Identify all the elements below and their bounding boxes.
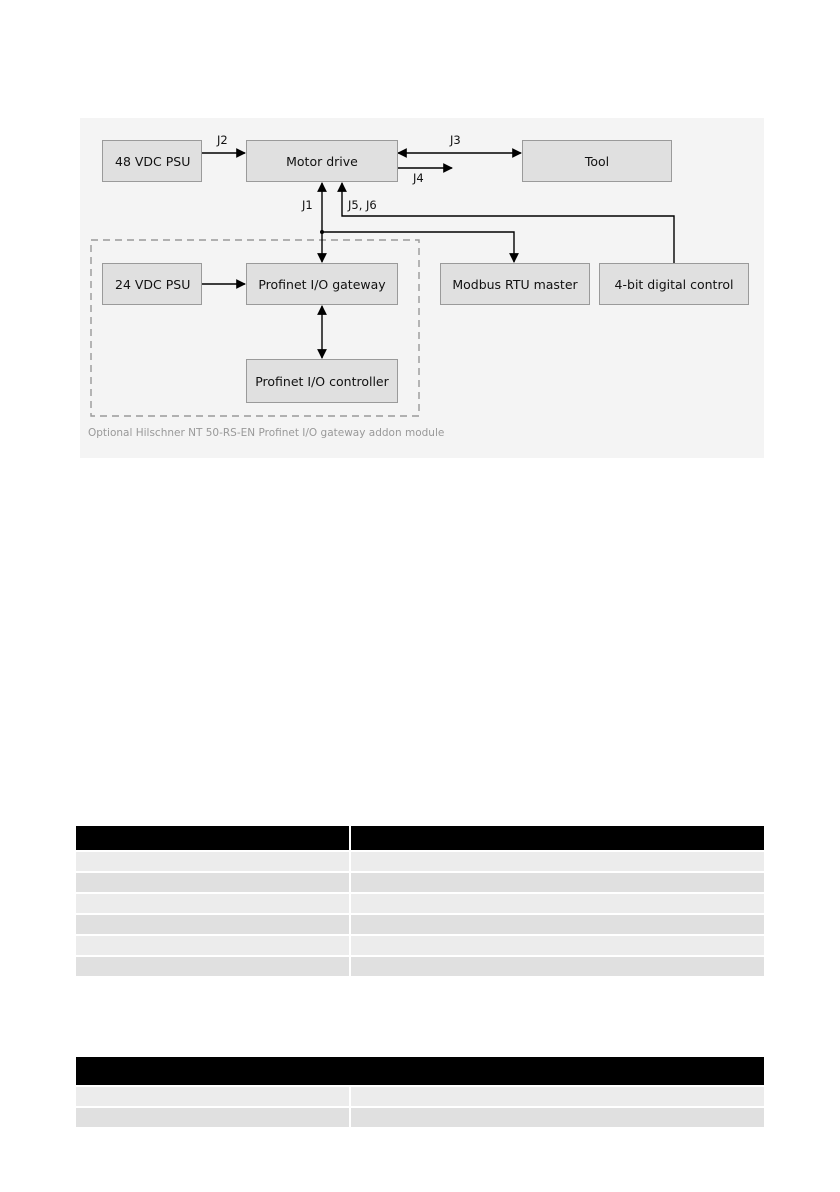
table-2 (76, 1057, 764, 1127)
table-1-header (76, 826, 764, 850)
connection-diagram (80, 118, 764, 458)
table-cell (76, 915, 349, 934)
table-cell (76, 936, 349, 955)
table-cell (351, 936, 764, 955)
table-cell (351, 1087, 764, 1106)
node-48vdc-psu: 48 VDC PSU (102, 140, 202, 182)
table-row (76, 1087, 764, 1106)
optional-module-caption: Optional Hilschner NT 50-RS-EN Profinet I/O gateway addon module (88, 427, 445, 439)
node-motor-drive: Motor drive (246, 140, 398, 182)
node-profinet-controller: Profinet I/O controller (246, 359, 398, 403)
table-cell (351, 1108, 764, 1127)
label-j5-j6: J5, J6 (348, 198, 377, 212)
table-cell (76, 1108, 349, 1127)
table-cell (351, 873, 764, 892)
table-cell (351, 957, 764, 976)
table-cell (76, 957, 349, 976)
label-j1: J1 (302, 198, 313, 212)
node-modbus-rtu-master: Modbus RTU master (440, 263, 590, 305)
table-cell (76, 873, 349, 892)
table-row (76, 915, 764, 934)
table-2-header (76, 1057, 764, 1085)
table-row (76, 852, 764, 871)
wire-j5-j6 (342, 183, 674, 264)
table-row (76, 894, 764, 913)
table-cell (351, 915, 764, 934)
node-tool: Tool (522, 140, 672, 182)
table-row (76, 936, 764, 955)
table-1 (76, 826, 764, 976)
table-cell (351, 852, 764, 871)
node-24vdc-psu: 24 VDC PSU (102, 263, 202, 305)
node-profinet-gateway: Profinet I/O gateway (246, 263, 398, 305)
label-j3: J3 (450, 133, 461, 147)
table-1-header-cell-1 (76, 826, 349, 850)
node-4bit-digital-control: 4-bit digital control (599, 263, 749, 305)
table-cell (76, 1087, 349, 1106)
label-j4: J4 (413, 171, 424, 185)
table-row (76, 1108, 764, 1127)
table-cell (76, 852, 349, 871)
wire-j1-modbus (322, 232, 514, 262)
table-row (76, 957, 764, 976)
table-cell (76, 894, 349, 913)
table-1-header-cell-2 (351, 826, 764, 850)
table-2-header-cell (76, 1057, 764, 1085)
table-cell (351, 894, 764, 913)
label-j2: J2 (217, 133, 228, 147)
table-row (76, 873, 764, 892)
